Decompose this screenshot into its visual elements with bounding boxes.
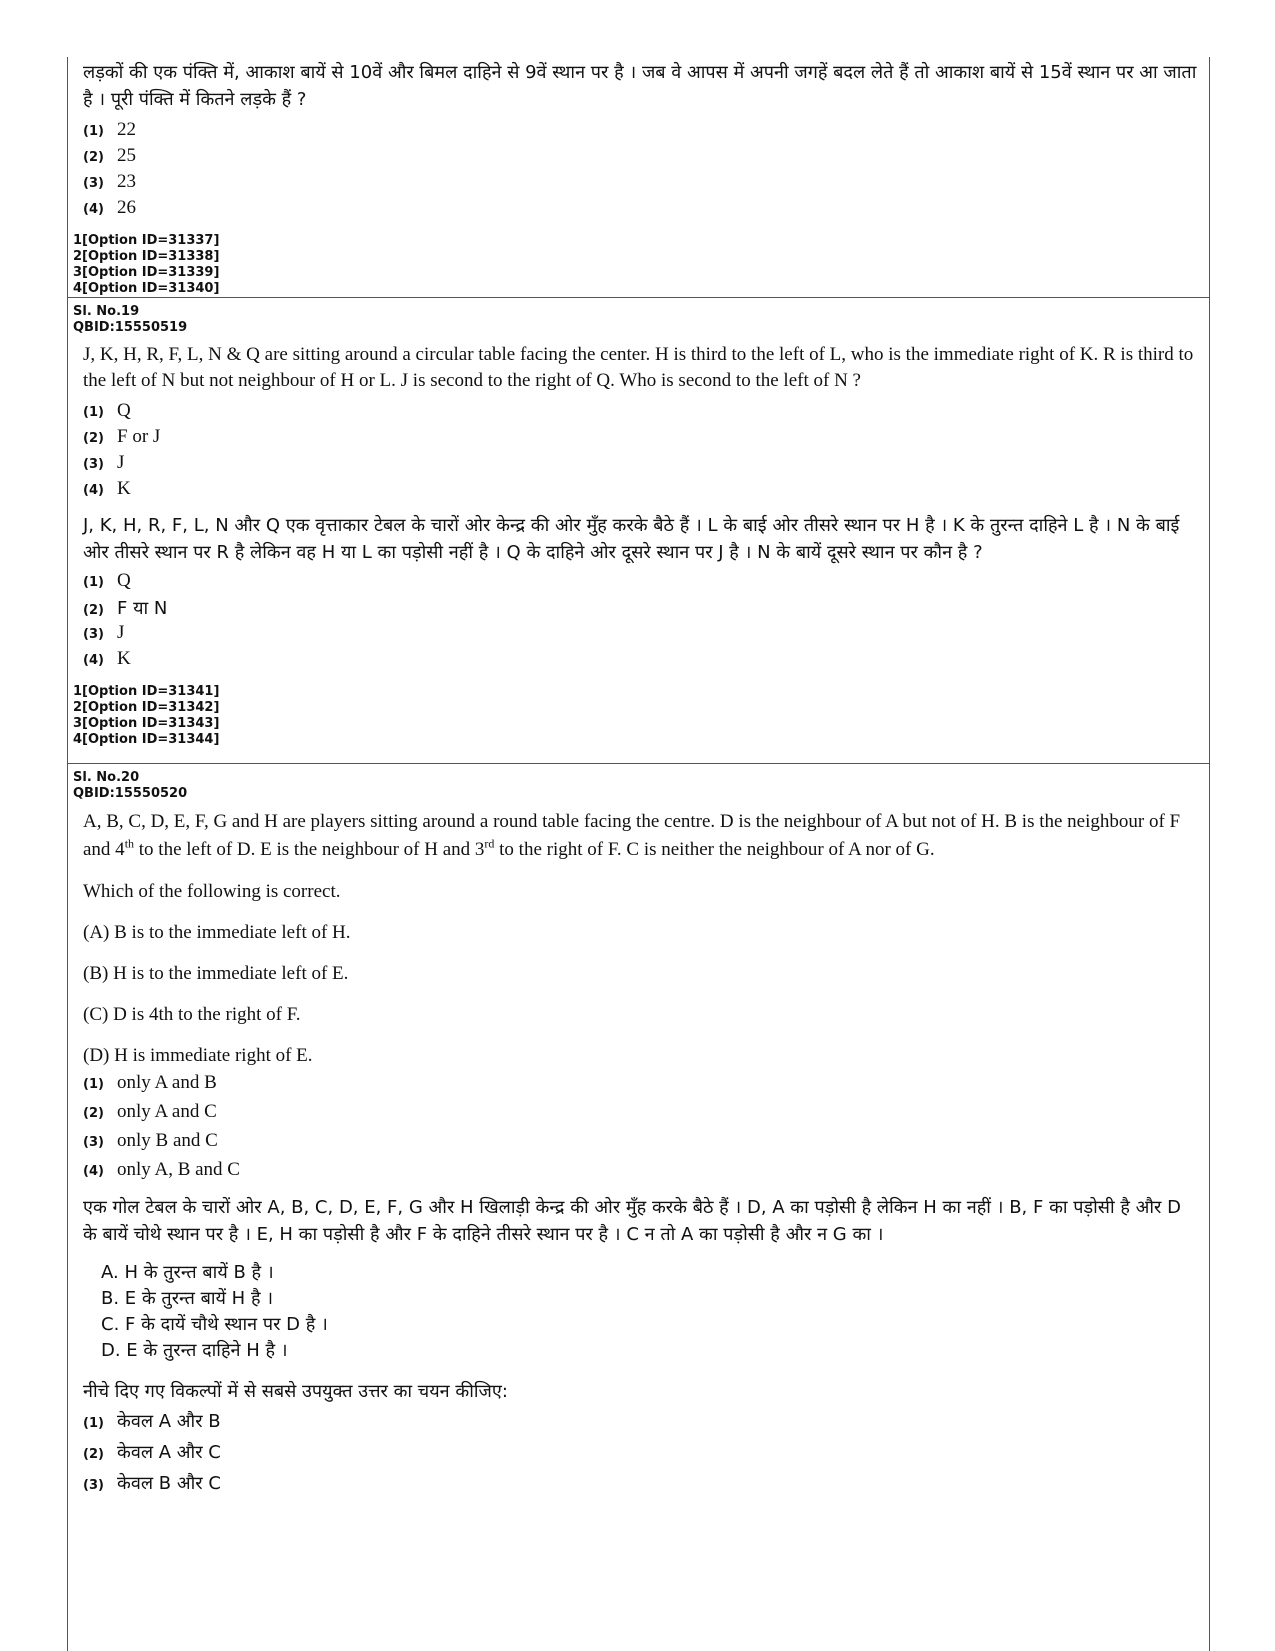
hindi-statement-d: D. E के तुरन्त दाहिने H है । <box>101 1340 288 1361</box>
question-18-options <box>73 119 1199 223</box>
option-2[interactable]: (2) केवल A और C <box>83 1442 221 1463</box>
serial-number: Sl. No.20 <box>73 770 140 785</box>
question-18-hindi-text: लड़कों की एक पंक्ति में, आकाश बायें से 10वें और बिमल दाहिने से 9वें स्थान पर है । जब वे आपस में अपनी जगहें बदल लेते हैं तो आकाश बायें से 15वें स्थान पर आ जाता है । पूरी पंक्ति में कितने लड़के हैं ? <box>83 62 1197 110</box>
statement-b: (B) H is to the immediate left of E. <box>83 963 349 984</box>
statement-d: (D) H is immediate right of E. <box>83 1045 313 1066</box>
option-2[interactable]: (2) 25 <box>83 145 136 166</box>
question-20-hindi-text: एक गोल टेबल के चारों ओर A, B, C, D, E, F, G और H खिलाड़ी केन्द्र की ओर मुँह करके बैठे हैं । D, A का पड़ोसी है लेकिन H का नहीं । B, F का पड़ोसी है और D के बायें चोथे स्थान पर है । E, H का पड़ोसी है और F के दाहिने तीसरे स्थान पर है । C न तो A का पड़ोसी है और न G का । <box>83 1197 1181 1245</box>
question-19-hindi-options <box>73 570 1199 674</box>
hindi-statement-c: C. F के दायें चौथे स्थान पर D है । <box>101 1314 328 1335</box>
qbid: QBID:15550520 <box>73 786 188 801</box>
option-3[interactable]: (3) only B and C <box>83 1130 218 1151</box>
question-paper-page <box>67 57 1210 1651</box>
statement-a: (A) B is to the immediate left of H. <box>83 922 351 943</box>
question-19-english-text: J, K, H, R, F, L, N & Q are sitting around a circular table facing the center. H is third to the left of L, who is the immediate right of K. R is third to the left of N but not neighbour of H or L. J is second to the right of Q. Who is second to the left of N ? <box>83 344 1194 391</box>
option-2[interactable]: (2) only A and C <box>83 1101 217 1122</box>
option-1[interactable]: (1) केवल A और B <box>83 1411 221 1432</box>
option-4[interactable]: (4) only A, B and C <box>83 1159 240 1180</box>
question-20-english-text: A, B, C, D, E, F, G and H are players sitting around a round table facing the centre. D is the neighbour of A but not of H. B is the neighbour of F and 4th to the left of D. E is the neighbour of H and 3rd to the right of F. C is neither the neighbour of A nor of G. <box>83 811 1181 860</box>
option-3[interactable]: (3) केवल B और C <box>83 1473 221 1494</box>
option-3[interactable]: (3) J <box>83 452 125 473</box>
option-4[interactable]: (4) K <box>83 478 131 499</box>
option-2[interactable]: (2) F or J <box>83 426 161 447</box>
option-4[interactable]: (4) K <box>83 648 131 669</box>
question-19 <box>68 298 1209 764</box>
question-20-prompt: Which of the following is correct. <box>83 881 341 902</box>
hindi-statement-b: B. E के तुरन्त बायें H है । <box>101 1288 274 1309</box>
option-1[interactable]: (1) Q <box>83 570 131 591</box>
option-id-list: 1[Option ID=31341] 2[Option ID=31342] 3[Option ID=31343] 4[Option ID=31344] <box>73 684 220 747</box>
hindi-statement-a: A. H के तुरन्त बायें B है । <box>101 1262 274 1283</box>
question-19-hindi-text: J, K, H, R, F, L, N और Q एक वृत्ताकार टेबल के चारों ओर केन्द्र की ओर मुँह करके बैठे हैं । L के बाई ओर तीसरे स्थान पर H है । K के तुरन्त दाहिने L है । N के बाई ओर तीसरे स्थान पर R है लेकिन वह H या L का पड़ोसी नहीं है । Q के दाहिने ओर दूसरे स्थान पर J है । N के बायें दूसरे स्थान पर कौन है ? <box>83 515 1180 563</box>
question-20-hindi-prompt: नीचे दिए गए विकल्पों में से सबसे उपयुक्त उत्तर का चयन कीजिए: <box>83 1381 508 1402</box>
question-20-hindi-options <box>73 1409 1199 1502</box>
question-20-hindi-statements <box>73 1260 1199 1364</box>
question-20 <box>68 764 1209 1502</box>
option-id-list: 1[Option ID=31337] 2[Option ID=31338] 3[Option ID=31339] 4[Option ID=31340] <box>73 233 220 296</box>
option-2[interactable]: (2) F या N <box>83 598 168 619</box>
option-3[interactable]: (3) 23 <box>83 171 136 192</box>
question-20-english-options <box>73 1072 1199 1188</box>
question-18 <box>68 57 1209 298</box>
question-19-english-options <box>73 400 1199 504</box>
option-1[interactable]: (1) Q <box>83 400 131 421</box>
qbid: QBID:15550519 <box>73 320 188 335</box>
serial-number: Sl. No.19 <box>73 304 140 319</box>
option-1[interactable]: (1) only A and B <box>83 1072 217 1093</box>
statement-c: (C) D is 4th to the right of F. <box>83 1004 301 1025</box>
option-4[interactable]: (4) 26 <box>83 197 136 218</box>
option-1[interactable]: (1) 22 <box>83 119 136 140</box>
option-3[interactable]: (3) J <box>83 622 125 643</box>
